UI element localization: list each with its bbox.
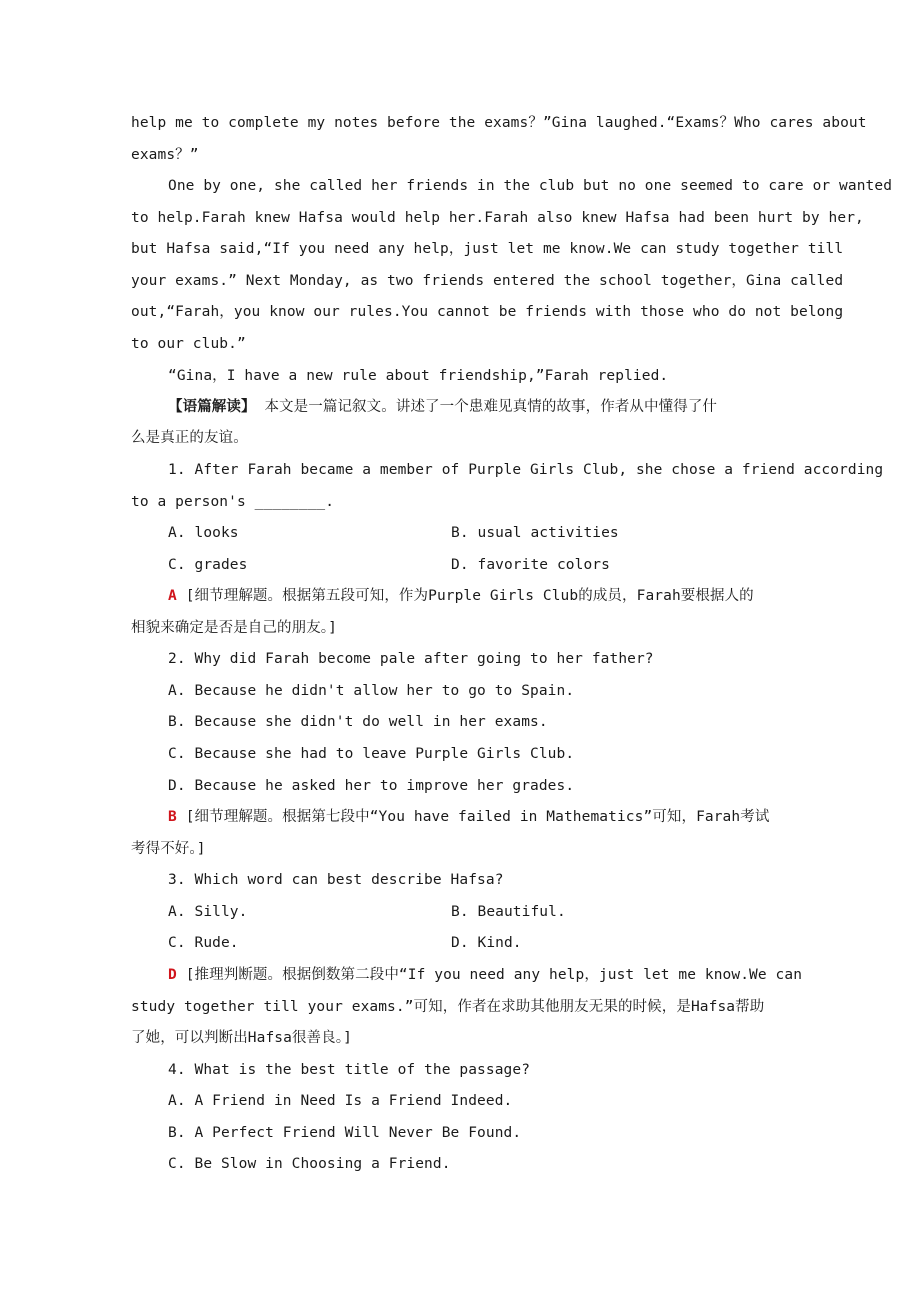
- question-3-option-a: A. Silly.: [168, 904, 248, 920]
- passage-line: help me to complete my notes before the exams？”Gina laughed.“Exams？Who cares about: [131, 115, 867, 131]
- question-2-option-c: C. Because she had to leave Purple Girls Club.: [168, 746, 575, 762]
- passage-line: out,“Farah，you know our rules.You cannot be friends with those who do not belong: [131, 304, 844, 320]
- passage-line: “Gina，I have a new rule about friendship,”Farah replied.: [168, 368, 669, 384]
- question-3-option-d: D. Kind.: [451, 935, 522, 951]
- question-1-option-c: C. grades: [168, 557, 248, 573]
- question-2-option-a: A. Because he didn't allow her to go to Spain.: [168, 683, 575, 699]
- passage-line: exams？”: [131, 147, 199, 163]
- question-3-answer: D: [168, 967, 177, 983]
- question-4-option-b: B. A Perfect Friend Will Never Be Found.: [168, 1125, 522, 1141]
- passage-line: to help.Farah knew Hafsa would help her.Farah also knew Hafsa had been hurt by her,: [131, 210, 864, 226]
- question-2-option-b: B. Because she didn't do well in her exams.: [168, 714, 548, 730]
- analysis-paragraph: [168, 397, 717, 417]
- passage-line: but Hafsa said,“If you need any help，just let me know.We can study together till: [131, 241, 844, 257]
- question-3-explanation-cont: study together till your exams.”可知，作者在求助其他朋友无果的时候，是Hafsa帮助: [131, 999, 765, 1015]
- analysis-text: 本文是一篇记叙文。讲述了一个患难见真情的故事，作者从中懂得了什: [255, 399, 718, 415]
- question-3-explanation-text: [推理判断题。根据倒数第二段中“If you need any help，just let me know.We can: [185, 967, 803, 983]
- question-1-explanation-text: [细节理解题。根据第五段可知，作为Purple Girls Club的成员，Farah要根据人的: [185, 588, 754, 604]
- question-4-stem: 4. What is the best title of the passage?: [168, 1062, 531, 1078]
- question-1-explanation: [168, 586, 754, 606]
- question-3-option-b: B. Beautiful.: [451, 904, 566, 920]
- question-1-answer: A: [168, 588, 177, 604]
- question-1-explanation-cont: 相貌来确定是否是自己的朋友。]: [131, 620, 337, 636]
- question-1-stem: 1. After Farah became a member of Purple Girls Club, she chose a friend according: [168, 462, 884, 478]
- question-4-option-c: C. Be Slow in Choosing a Friend.: [168, 1156, 451, 1172]
- passage-line: One by one, she called her friends in the club but no one seemed to care or wanted: [168, 178, 893, 194]
- question-3-stem: 3. Which word can best describe Hafsa?: [168, 872, 504, 888]
- question-3-explanation: [168, 965, 802, 985]
- question-3-explanation-cont: 了她，可以判断出Hafsa很善良。]: [131, 1030, 352, 1046]
- question-2-stem: 2. Why did Farah become pale after going to her father?: [168, 651, 654, 667]
- analysis-text-cont: 么是真正的友谊。: [131, 430, 248, 446]
- question-2-explanation-text: [细节理解题。根据第七段中“You have failed in Mathematics”可知，Farah考试: [185, 809, 770, 825]
- question-3-option-c: C. Rude.: [168, 935, 239, 951]
- analysis-label: 【语篇解读】: [168, 399, 256, 415]
- question-2-answer: B: [168, 809, 177, 825]
- question-2-explanation-cont: 考得不好。]: [131, 841, 206, 857]
- question-2-explanation: [168, 807, 769, 827]
- passage-line: your exams.” Next Monday, as two friends entered the school together，Gina called: [131, 273, 844, 289]
- question-1-option-b: B. usual activities: [451, 525, 619, 541]
- question-1-option-a: A. looks: [168, 525, 239, 541]
- passage-line: to our club.”: [131, 336, 246, 352]
- question-4-option-a: A. A Friend in Need Is a Friend Indeed.: [168, 1093, 513, 1109]
- question-1-stem-cont: to a person's ________.: [131, 494, 335, 510]
- question-2-option-d: D. Because he asked her to improve her grades.: [168, 778, 575, 794]
- question-1-option-d: D. favorite colors: [451, 557, 610, 573]
